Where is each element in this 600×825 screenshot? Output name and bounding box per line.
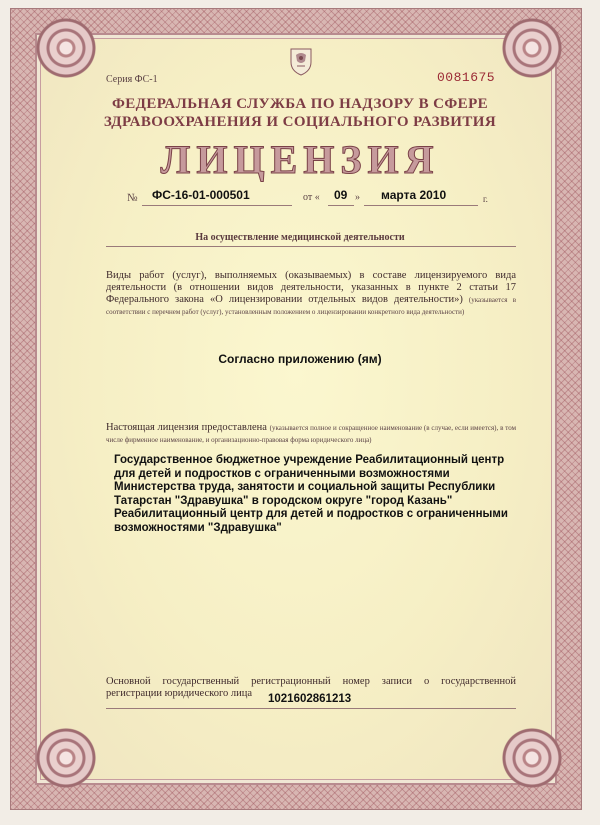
series-label: Серия ФС-1	[106, 74, 158, 85]
works-paragraph	[106, 270, 516, 318]
document-number: 0081675	[437, 70, 496, 85]
license-day: 09	[334, 188, 348, 202]
activity-type: На осуществление медицинской деятельности	[195, 232, 405, 243]
works-paragraph-main: Виды работ (услуг), выполняемых (оказываемых) в составе лицензируемого вида деятельности (в отношении видов деятельности, указанных в пункте 2 статьи 17 Федерального закона «О лицензировании отдельных видов деятельности»)	[106, 270, 516, 305]
corner-rosette-top-left	[36, 18, 96, 78]
ogrn-number: 1021602861213	[268, 693, 352, 705]
licensee-name	[114, 454, 514, 535]
authority-line-2: ЗДРАВООХРАНЕНИЯ И СОЦИАЛЬНОГО РАЗВИТИЯ	[103, 114, 497, 130]
page-title: ЛИЦЕНЗИЯ	[160, 137, 440, 182]
licensee-line: возможностями "Здравушка"	[114, 521, 282, 534]
licensee-line: Государственное бюджетное учреждение Реабилитационный центр	[114, 454, 505, 466]
licensee-line: для детей и подростков с ограниченными возможностями	[114, 467, 450, 480]
date-from-label: от «	[303, 192, 320, 203]
ogrn-label: Основной государственный регистрационный номер записи о государственной регистрации юридического лица	[106, 676, 516, 699]
per-appendix: Согласно приложению (ям)	[218, 352, 382, 366]
month-underline	[364, 205, 478, 206]
authority-line-1: ФЕДЕРАЛЬНАЯ СЛУЖБА ПО НАДЗОРУ В СФЕРЕ	[111, 96, 489, 112]
number-underline	[142, 205, 292, 206]
corner-rosette-top-right	[502, 18, 562, 78]
licensee-line: Министерства труда, занятости и социальной защиты Республики	[114, 481, 496, 493]
coat-of-arms-icon	[288, 46, 314, 76]
day-underline	[328, 205, 354, 206]
works-paragraph-note: (указывается в соответствии с перечнем работ (услуг), установленным положением о лицензировании конкретного вида деятельности)	[106, 296, 516, 316]
number-sign: №	[127, 192, 138, 204]
granted-paragraph-main: Настоящая лицензия предоставлена	[106, 422, 267, 433]
activity-underline	[106, 246, 516, 247]
ogrn-underline	[106, 708, 516, 709]
granted-paragraph	[106, 422, 516, 446]
granted-paragraph-note: (указывается полное и сокращенное наименование (в случае, если имеется), в том числе фирменное наименование, и организационно-правовая форма юридического лица)	[106, 424, 517, 444]
corner-rosette-bottom-right	[502, 728, 562, 788]
date-close-quote: »	[355, 192, 360, 203]
corner-rosette-bottom-left	[36, 728, 96, 788]
licensee-line: Реабилитационный центр для детей и подростков с ограниченными	[114, 508, 508, 520]
license-number: ФС-16-01-000501	[152, 188, 250, 202]
license-month-year: марта 2010	[381, 188, 447, 202]
year-suffix: г.	[483, 194, 488, 204]
licensee-line: Татарстан "Здравушка" в городском округе "город Казань"	[114, 494, 453, 507]
